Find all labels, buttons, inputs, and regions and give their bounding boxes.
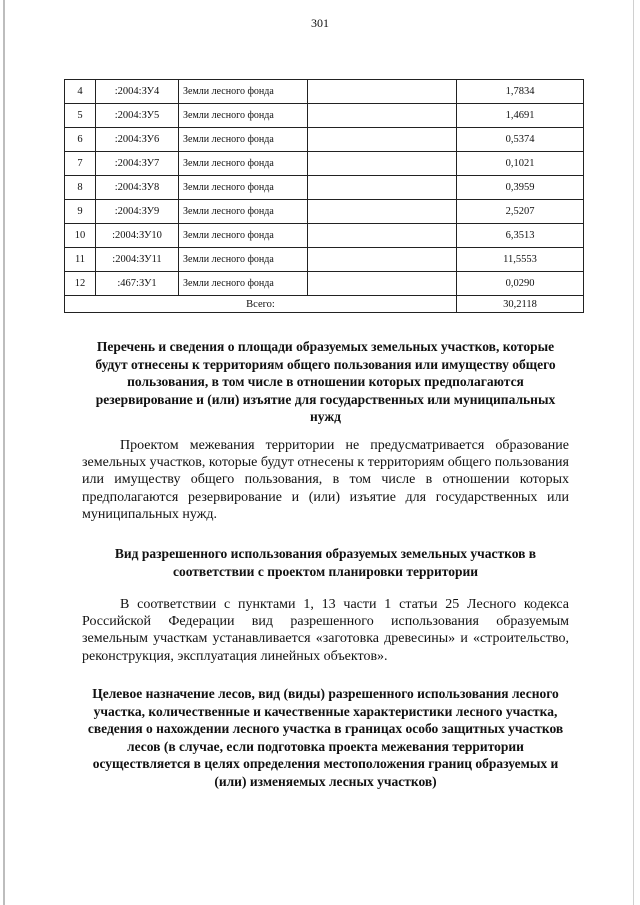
table-row	[65, 224, 584, 248]
empty-cell	[308, 224, 457, 248]
row-number: 9	[65, 200, 96, 224]
land-category: Земли лесного фонда	[179, 200, 308, 224]
area-value: 11,5553	[457, 248, 584, 272]
cadastral-code: :2004:ЗУ9	[96, 200, 179, 224]
cadastral-code: :2004:ЗУ4	[96, 80, 179, 104]
area-value: 0,0290	[457, 272, 584, 296]
scan-edge-right	[633, 0, 634, 905]
total-value: 30,2118	[457, 296, 584, 313]
area-value: 1,4691	[457, 104, 584, 128]
cadastral-code: :2004:ЗУ11	[96, 248, 179, 272]
table-row	[65, 272, 584, 296]
land-category: Земли лесного фонда	[179, 272, 308, 296]
empty-cell	[308, 248, 457, 272]
row-number: 5	[65, 104, 96, 128]
heading-forest-purpose: Целевое назначение лесов, вид (виды) разрешенного использования лесного участка, количественные и качественные характеристики лесного участка, сведения о нахождении лесного участка в границах особо защитных участков лесов (в случае, если подготовка проекта межевания территории осуществляется в целях определения местоположения границ образуемых и (или) изменяемых лесных участков)	[87, 686, 564, 789]
empty-cell	[308, 104, 457, 128]
row-number: 4	[65, 80, 96, 104]
cadastral-code: :2004:ЗУ10	[96, 224, 179, 248]
table-row	[65, 80, 584, 104]
land-category: Земли лесного фонда	[179, 152, 308, 176]
row-number: 12	[65, 272, 96, 296]
heading-public-use-plots: Перечень и сведения о площади образуемых земельных участков, которые будут отнесены к территориям общего пользования или имуществу общего пользования, в том числе в отношении которых предполагаются резервирование и (или) изъятие для государственных или муниципальных нужд	[95, 339, 556, 424]
area-value: 1,7834	[457, 80, 584, 104]
land-category: Земли лесного фонда	[179, 176, 308, 200]
paragraph-public-use-plots: Проектом межевания территории не предусматривается образование земельных участков, которые будут отнесены к территориям общего пользования или имуществу общего пользования, в том числе в отношении которых предполагаются резервирование и (или) изъятие для государственных или муниципальных нужд.	[82, 438, 569, 522]
cadastral-code: :2004:ЗУ6	[96, 128, 179, 152]
empty-cell	[308, 272, 457, 296]
row-number: 11	[65, 248, 96, 272]
table-row	[65, 128, 584, 152]
empty-cell	[308, 152, 457, 176]
land-category: Земли лесного фонда	[179, 80, 308, 104]
cadastral-code: :467:ЗУ1	[96, 272, 179, 296]
empty-cell	[308, 80, 457, 104]
table-row	[65, 200, 584, 224]
paragraph-permitted-use: В соответствии с пунктами 1, 13 части 1 статьи 25 Лесного кодекса Российской Федерации вид разрешенного использования образуемым земельным участкам устанавливается «заготовка древесины» и «строительство, реконструкция, эксплуатация линейных объектов».	[82, 597, 569, 664]
total-label: Всего:	[65, 296, 457, 313]
table-row	[65, 248, 584, 272]
row-number: 7	[65, 152, 96, 176]
cadastral-code: :2004:ЗУ7	[96, 152, 179, 176]
area-value: 0,1021	[457, 152, 584, 176]
area-value: 0,5374	[457, 128, 584, 152]
row-number: 10	[65, 224, 96, 248]
table-row	[65, 176, 584, 200]
land-category: Земли лесного фонда	[179, 104, 308, 128]
land-category: Земли лесного фонда	[179, 224, 308, 248]
cadastral-code: :2004:ЗУ8	[96, 176, 179, 200]
area-value: 0,3959	[457, 176, 584, 200]
heading-permitted-use: Вид разрешенного использования образуемых земельных участков в соответствии с проектом планировки территории	[114, 546, 537, 579]
table-row	[65, 152, 584, 176]
area-value: 2,5207	[457, 200, 584, 224]
page-number: 301	[311, 16, 329, 30]
table-row	[65, 104, 584, 128]
empty-cell	[308, 128, 457, 152]
row-number: 6	[65, 128, 96, 152]
row-number: 8	[65, 176, 96, 200]
land-plots-table	[64, 79, 584, 313]
empty-cell	[308, 200, 457, 224]
cadastral-code: :2004:ЗУ5	[96, 104, 179, 128]
empty-cell	[308, 176, 457, 200]
scan-edge-left	[3, 0, 5, 905]
land-category: Земли лесного фонда	[179, 248, 308, 272]
land-category: Земли лесного фонда	[179, 128, 308, 152]
table-total-row	[65, 296, 584, 313]
area-value: 6,3513	[457, 224, 584, 248]
